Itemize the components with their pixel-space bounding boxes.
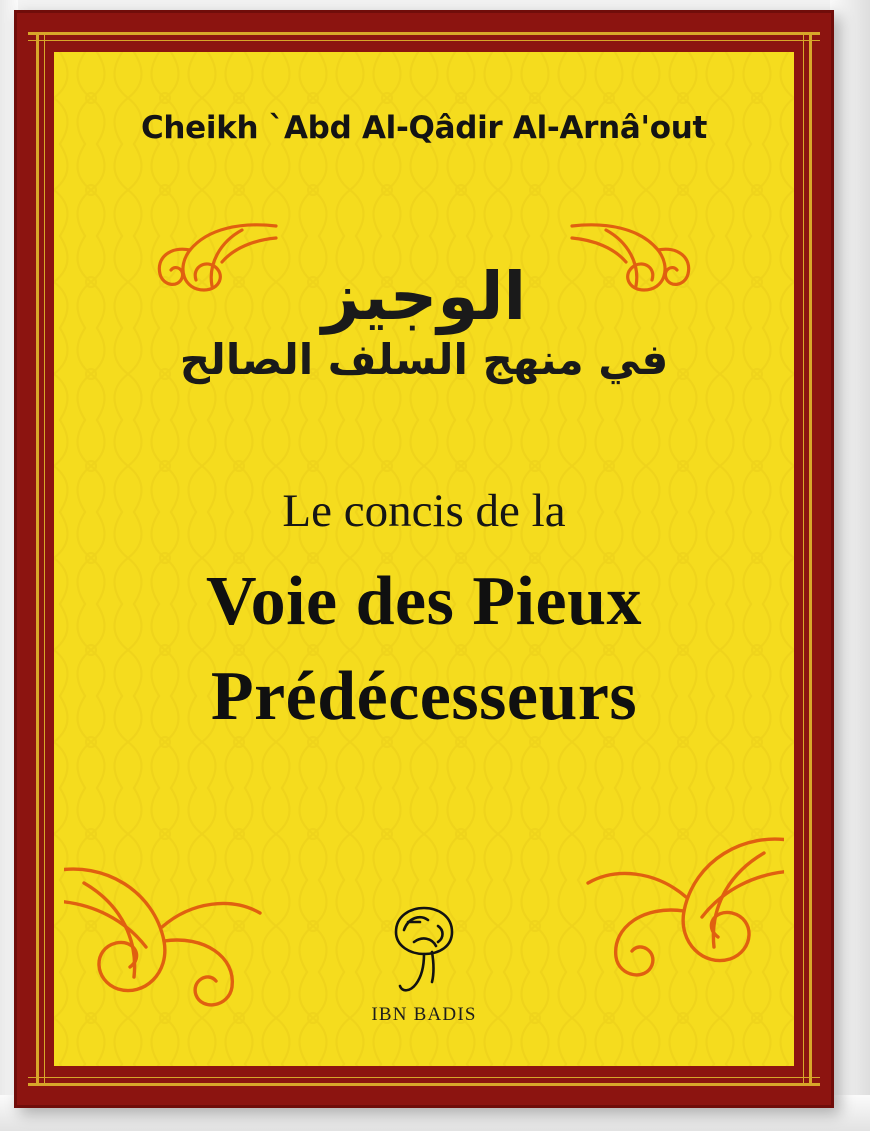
cover-yellow-field — [54, 52, 794, 1066]
gold-rule-top — [28, 32, 820, 35]
arabic-title-main: الوجيز — [321, 258, 527, 335]
gold-rule-bottom-inner — [28, 1077, 820, 1078]
french-title-line3: Prédécesseurs — [210, 658, 638, 735]
arabic-title-subtitle: في منهج السلف الصالح — [179, 335, 669, 385]
publisher-logo-block — [364, 902, 484, 1026]
gold-rule-top-inner — [28, 40, 820, 41]
gold-rule-right — [809, 32, 812, 1086]
book-cover — [14, 10, 834, 1108]
french-title-line2: Voie des Pieux — [205, 563, 643, 640]
scan-background-right — [830, 0, 870, 1131]
gold-rule-bottom — [28, 1083, 820, 1086]
publisher-calligraphy-icon — [376, 902, 472, 998]
gold-rule-right-inner — [803, 32, 804, 1086]
arabic-title-block — [54, 258, 794, 385]
french-title-line1: Le concis de la — [282, 485, 566, 537]
gold-rule-left — [36, 32, 39, 1086]
author-name: Cheikh `Abd Al-Qâdir Al-Arnâ'out — [140, 110, 708, 146]
publisher-name: IBN BADIS — [371, 1004, 477, 1025]
gold-rule-left-inner — [44, 32, 45, 1086]
